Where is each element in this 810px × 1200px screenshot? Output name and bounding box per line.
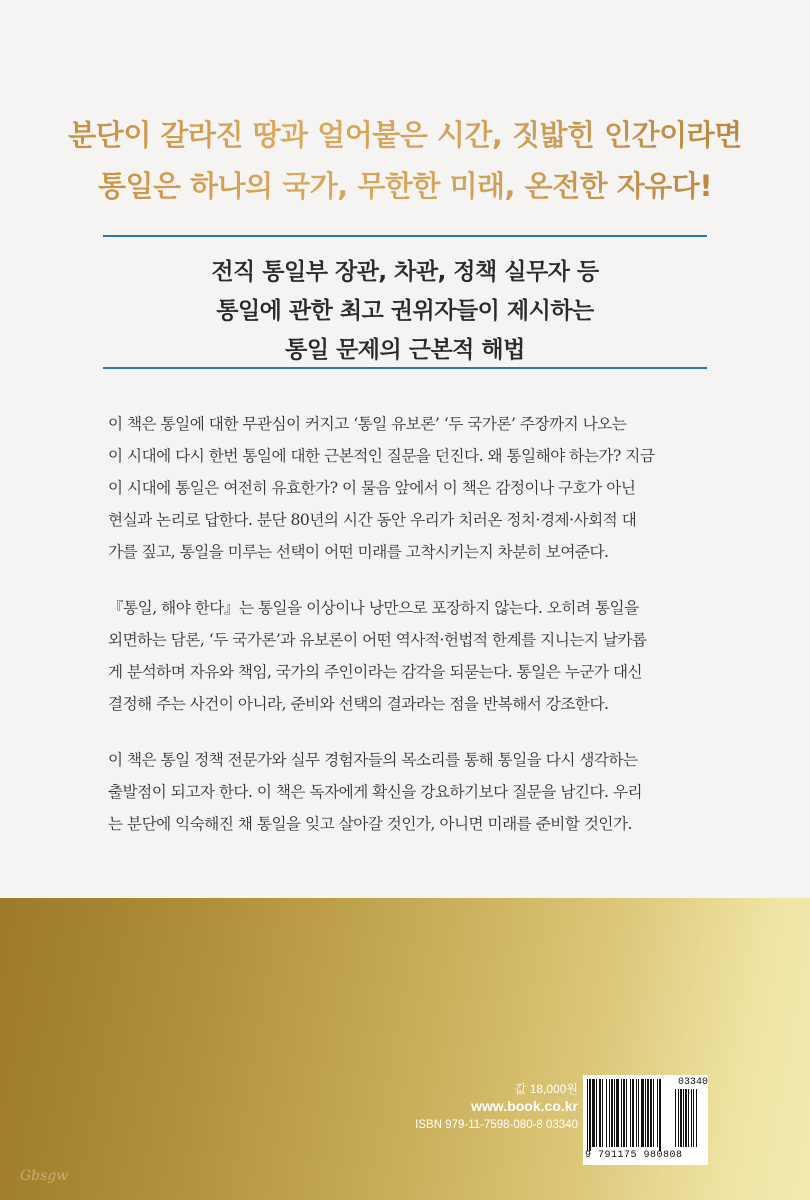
- paragraph-2-line: 외면하는 담론, ‘두 국가론’과 유보론이 어떤 역사적·헌법적 한계를 지니는지 날카롭: [108, 631, 647, 649]
- subtitle-line-2: 통일에 관한 최고 권위자들이 제시하는: [216, 298, 594, 324]
- paragraph-1-line: 가를 짚고, 통일을 미루는 선택이 어떤 미래를 고착시키는지 차분히 보여준다.: [108, 543, 609, 561]
- paragraph-2-line: 결정해 주는 사건이 아니라, 준비와 선택의 결과라는 점을 반복해서 강조한다.: [108, 695, 609, 713]
- headline-line-2: 통일은 하나의 국가, 무한한 미래, 온전한 자유다!: [0, 164, 810, 205]
- headline-line-1: 분단이 갈라진 땅과 얼어붙은 시간, 짓밟힌 인간이라면: [0, 113, 810, 154]
- subtitle-line-1: 전직 통일부 장관, 차관, 정책 실무자 등: [211, 259, 599, 285]
- divider-bottom: [103, 367, 707, 369]
- divider-top: [103, 235, 707, 237]
- barcode-number: 9 791175 980808: [585, 1150, 683, 1161]
- isbn-barcode: [583, 1075, 708, 1165]
- paragraph-3-line: 이 책은 통일 정책 전문가와 실무 경험자들의 목소리를 통해 통일을 다시 생각하는: [108, 751, 638, 769]
- paragraph-2-line: 게 분석하며 자유와 책임, 국가의 주인이라는 감각을 되묻는다. 통일은 누군가 대신: [108, 663, 643, 681]
- paragraph-2-line: 『통일, 해야 한다』는 통일을 이상이나 낭만으로 포장하지 않는다. 오히려 통일을: [108, 599, 639, 617]
- isbn-text: ISBN 979-11-7598-080-8 03340: [415, 1119, 578, 1131]
- subtitle-line-3: 통일 문제의 근본적 해법: [285, 337, 525, 363]
- paragraph-3-line: 출발점이 되고자 한다. 이 책은 독자에게 확신을 강요하기보다 질문을 남긴다. 우리: [108, 783, 643, 801]
- barcode-addon-number: 03340: [678, 1077, 709, 1088]
- paragraph-1-line: 이 시대에 다시 한번 통일에 대한 근본적인 질문을 던진다. 왜 통일해야 하는가? 지금: [108, 447, 655, 465]
- website-link[interactable]: www.book.co.kr: [471, 1098, 578, 1114]
- publication-info: [415, 1082, 578, 1134]
- paragraph-1-line: 현실과 논리로 답한다. 분단 80년의 시간 동안 우리가 치러온 정치·경제·사회적 대: [108, 511, 637, 529]
- paragraph-3-line: 는 분단에 익숙해진 채 통일을 잊고 살아갈 것인가, 아니면 미래를 준비할 것인가.: [108, 815, 632, 833]
- paragraph-1-line: 이 책은 통일에 대한 무관심이 커지고 ‘통일 유보론’ ‘두 국가론’ 주장까지 나오는: [108, 415, 627, 433]
- price-text: 값 18,000원: [514, 1082, 578, 1096]
- signature-watermark: Gbsgw: [20, 1168, 69, 1184]
- paragraph-1-line: 이 시대에 통일은 여전히 유효한가? 이 물음 앞에서 이 책은 감정이나 구호가 아닌: [108, 479, 636, 497]
